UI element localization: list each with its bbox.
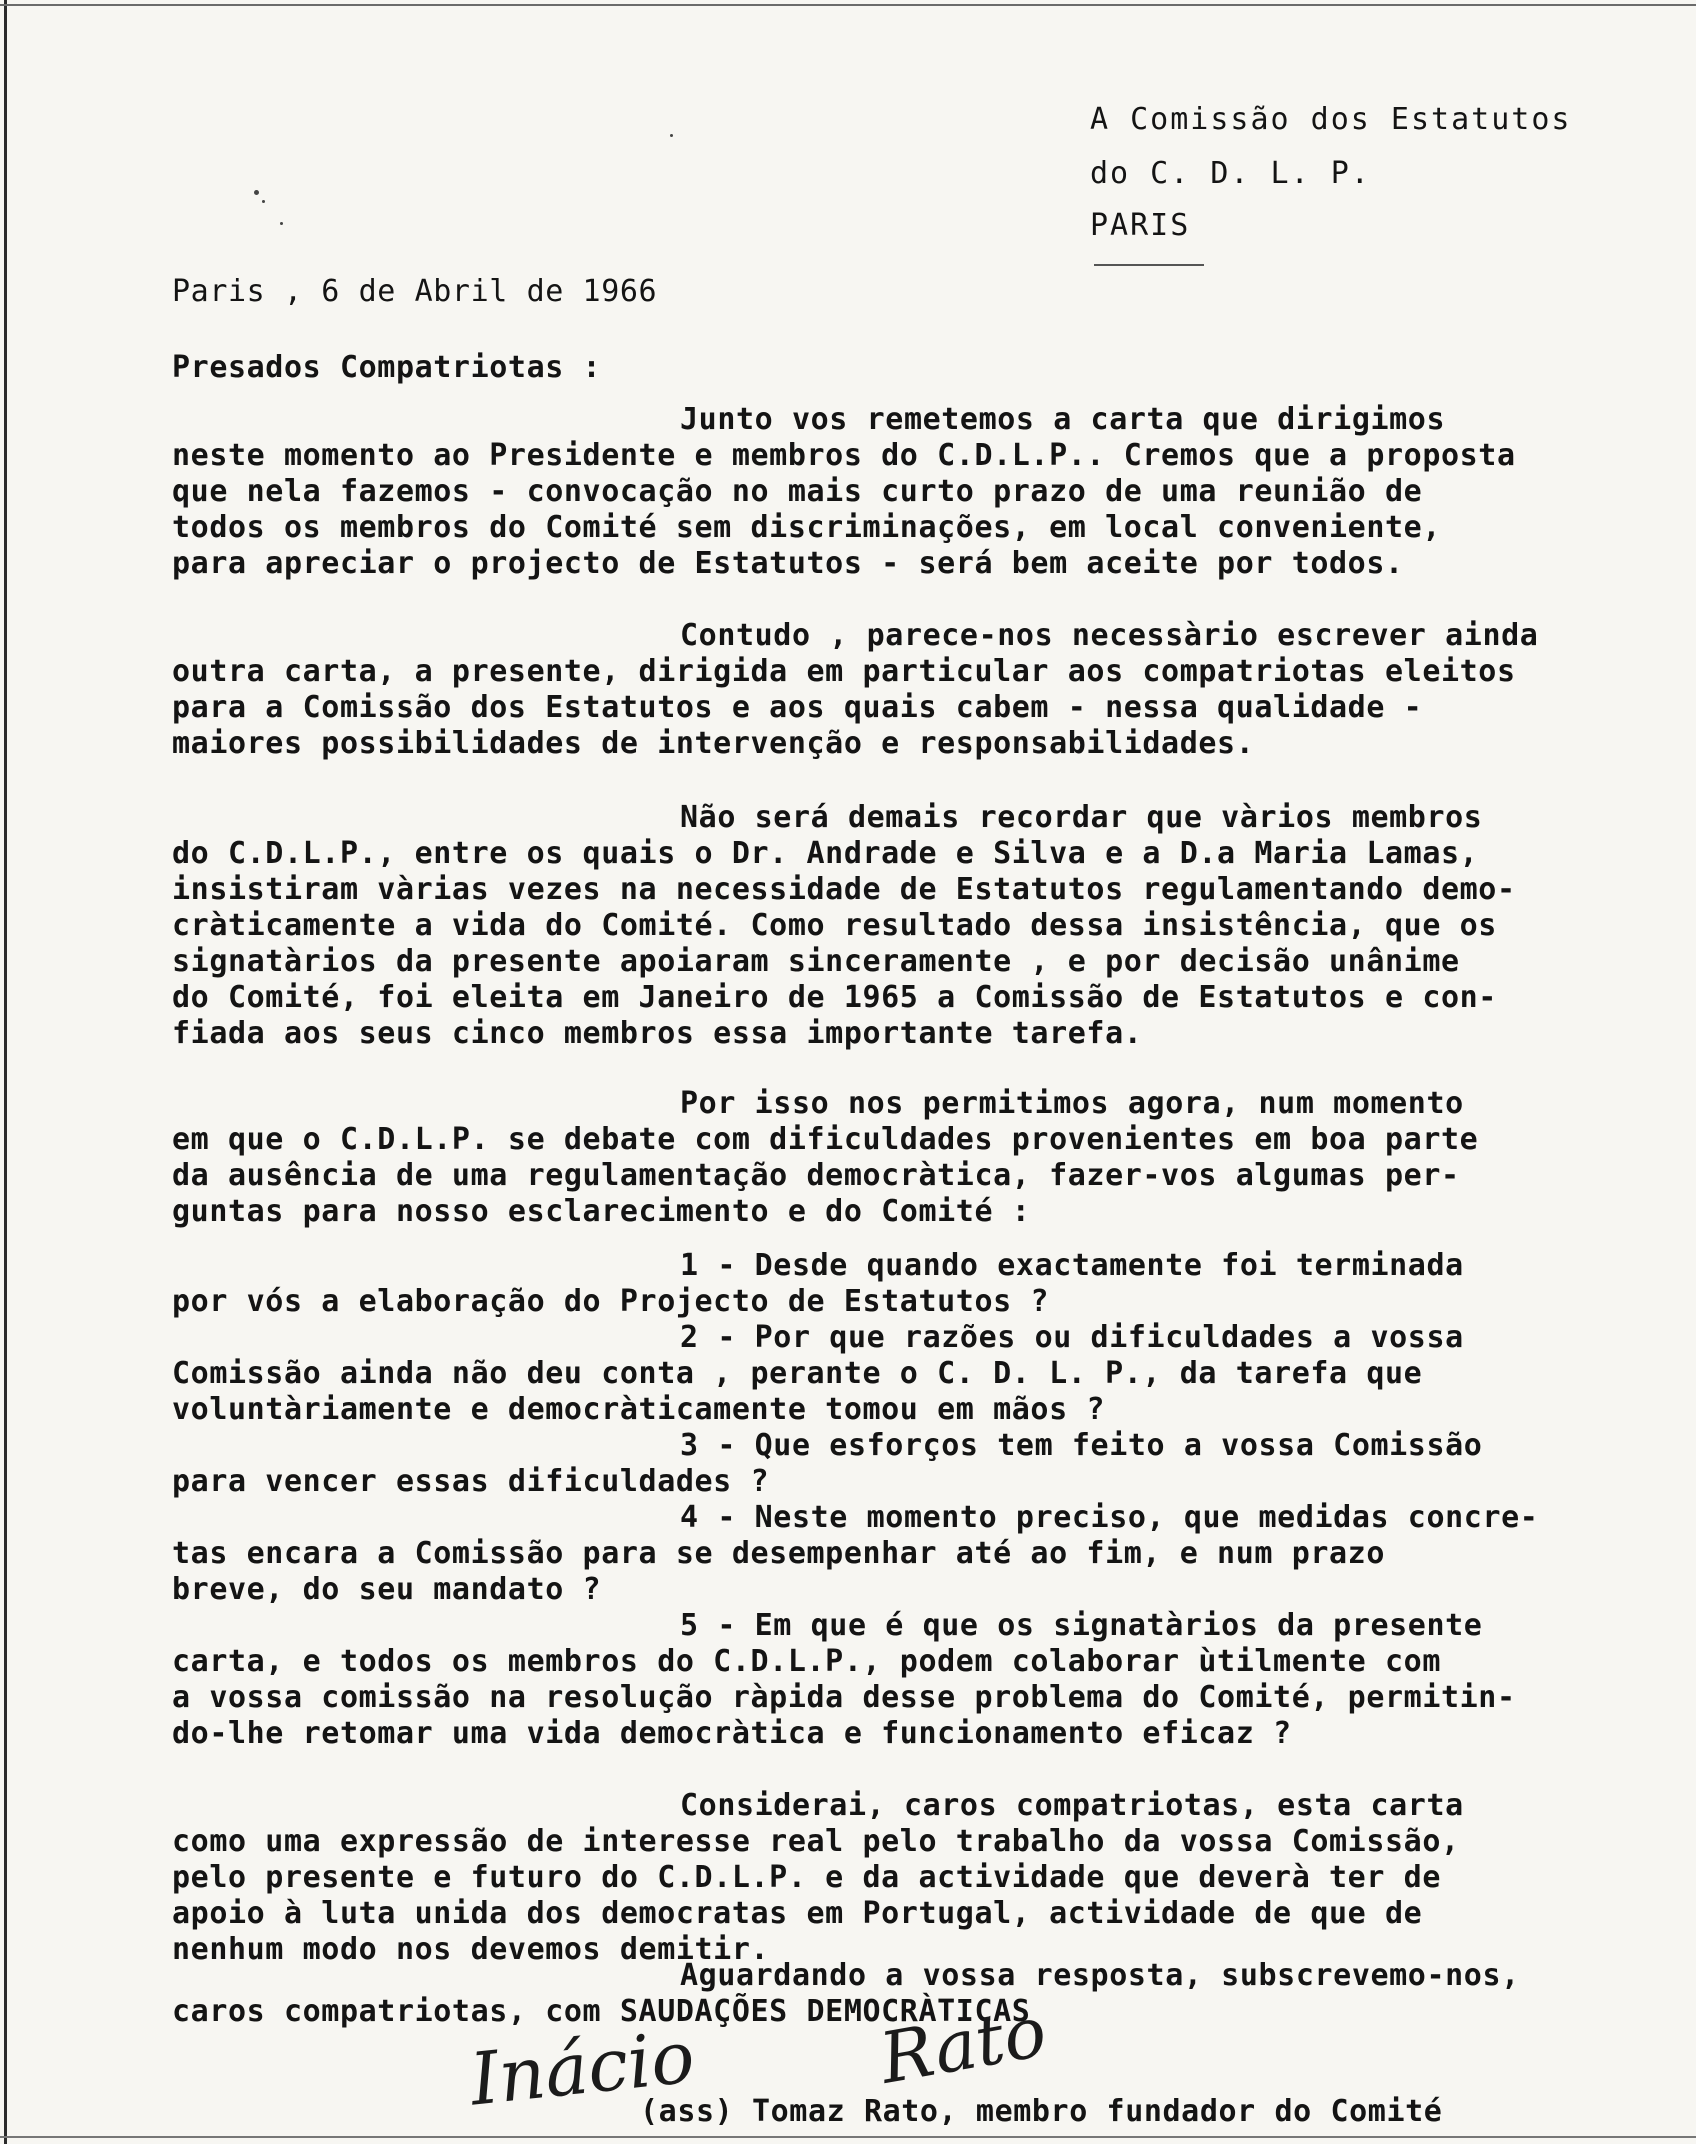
salutation: Presados Compatriotas : — [172, 350, 602, 385]
question-line: 3 - Que esforços tem feito a vossa Comissão — [680, 1428, 1483, 1463]
paragraph-line: como uma expressão de interesse real pelo trabalho da vossa Comissão, — [172, 1824, 1460, 1859]
question-line: 4 - Neste momento preciso, que medidas concre- — [680, 1500, 1539, 1535]
paragraph-line: Não será demais recordar que vàrios membros — [680, 800, 1483, 835]
paragraph-line: Considerai, caros compatriotas, esta carta — [680, 1788, 1464, 1823]
paragraph-line: cràticamente a vida do Comité. Como resultado dessa insistência, que os — [172, 908, 1497, 943]
paragraph-line: nenhum modo nos devemos demitir. — [172, 1932, 770, 1967]
paragraph-line: Aguardando a vossa resposta, subscrevemo-nos, — [680, 1958, 1520, 1993]
paragraph-line: pelo presente e futuro do C.D.L.P. e da actividade que deverà ter de — [172, 1860, 1441, 1895]
paragraph-line: da ausência de uma regulamentação democràtica, fazer-vos algumas per- — [172, 1158, 1460, 1193]
recipient-underline — [1094, 264, 1204, 266]
question-line: 2 - Por que razões ou dificuldades a vossa — [680, 1320, 1464, 1355]
paragraph-line: guntas para nosso esclarecimento e do Comité : — [172, 1194, 1031, 1229]
paragraph-line: caros compatriotas, com SAUDAÇÕES DEMOCRÀTICAS — [172, 1994, 1031, 2029]
speck — [670, 134, 673, 137]
paragraph-line: maiores possibilidades de intervenção e responsabilidades. — [172, 726, 1255, 761]
paragraph-line: outra carta, a presente, dirigida em particular aos compatriotas eleitos — [172, 654, 1516, 689]
paragraph-line: fiada aos seus cinco membros essa importante tarefa. — [172, 1016, 1143, 1051]
recipient-line-3: PARIS — [1090, 208, 1191, 243]
question-line: tas encara a Comissão para se desempenhar até ao fim, e num prazo — [172, 1536, 1385, 1571]
paragraph-line: para apreciar o projecto de Estatutos - será bem aceite por todos. — [172, 546, 1404, 581]
paragraph-line: que nela fazemos - convocação no mais curto prazo de uma reunião de — [172, 474, 1423, 509]
recipient-line-1: A Comissão dos Estatutos — [1090, 102, 1572, 137]
question-line: 5 - Em que é que os signatàrios da presente — [680, 1608, 1483, 1643]
paragraph-line: para a Comissão dos Estatutos e aos quais cabem - nessa qualidade - — [172, 690, 1423, 725]
question-line: Comissão ainda não deu conta , perante o C. D. L. P., da tarefa que — [172, 1356, 1423, 1391]
paragraph-line: insistiram vàrias vezes na necessidade de Estatutos regulamentando demo- — [172, 872, 1516, 907]
question-line: breve, do seu mandato ? — [172, 1572, 602, 1607]
paragraph-line: em que o C.D.L.P. se debate com dificuldades provenientes em boa parte — [172, 1122, 1479, 1157]
paragraph-line: neste momento ao Presidente e membros do C.D.L.P.. Cremos que a proposta — [172, 438, 1516, 473]
page-edge-bottom — [0, 2136, 1696, 2138]
question-line: do-lhe retomar uma vida democràtica e funcionamento eficaz ? — [172, 1716, 1292, 1751]
letter-date: Paris , 6 de Abril de 1966 — [172, 274, 658, 309]
handwritten-signature-second: Rato — [874, 1990, 1053, 2100]
paragraph-line: signatàrios da presente apoiaram sinceramente , e por decisão unânime — [172, 944, 1460, 979]
paragraph-line: do C.D.L.P., entre os quais o Dr. Andrade e Silva e a D.a Maria Lamas, — [172, 836, 1479, 871]
page-edge-top — [0, 4, 1696, 6]
question-line: voluntàriamente e democràticamente tomou em mãos ? — [172, 1392, 1106, 1427]
question-line: por vós a elaboração do Projecto de Estatutos ? — [172, 1284, 1050, 1319]
paragraph-line: todos os membros do Comité sem discriminações, em local conveniente, — [172, 510, 1441, 545]
question-line: a vossa comissão na resolução ràpida desse problema do Comité, permitin- — [172, 1680, 1516, 1715]
speck — [262, 200, 265, 203]
paragraph-line: Junto vos remetemos a carta que dirigimos — [680, 402, 1446, 437]
paragraph-line: Por isso nos permitimos agora, num momento — [680, 1086, 1464, 1121]
paragraph-line: do Comité, foi eleita em Janeiro de 1965 a Comissão de Estatutos e con- — [172, 980, 1497, 1015]
handwritten-signature-first: Inácio — [466, 2014, 699, 2122]
question-line: para vencer essas dificuldades ? — [172, 1464, 770, 1499]
recipient-line-2: do C. D. L. P. — [1090, 156, 1371, 191]
paragraph-line: apoio à luta unida dos democratas em Portugal, actividade de que de — [172, 1896, 1423, 1931]
question-line: carta, e todos os membros do C.D.L.P., podem colaborar ùtilmente com — [172, 1644, 1441, 1679]
speck — [280, 222, 283, 225]
paragraph-line: Contudo , parece-nos necessàrio escrever ainda — [680, 618, 1539, 653]
speck — [254, 190, 259, 195]
page-edge-left — [4, 0, 7, 2144]
question-line: 1 - Desde quando exactamente foi terminada — [680, 1248, 1464, 1283]
signature-line: (ass) Tomaz Rato, membro fundador do Comité — [640, 2094, 1443, 2129]
